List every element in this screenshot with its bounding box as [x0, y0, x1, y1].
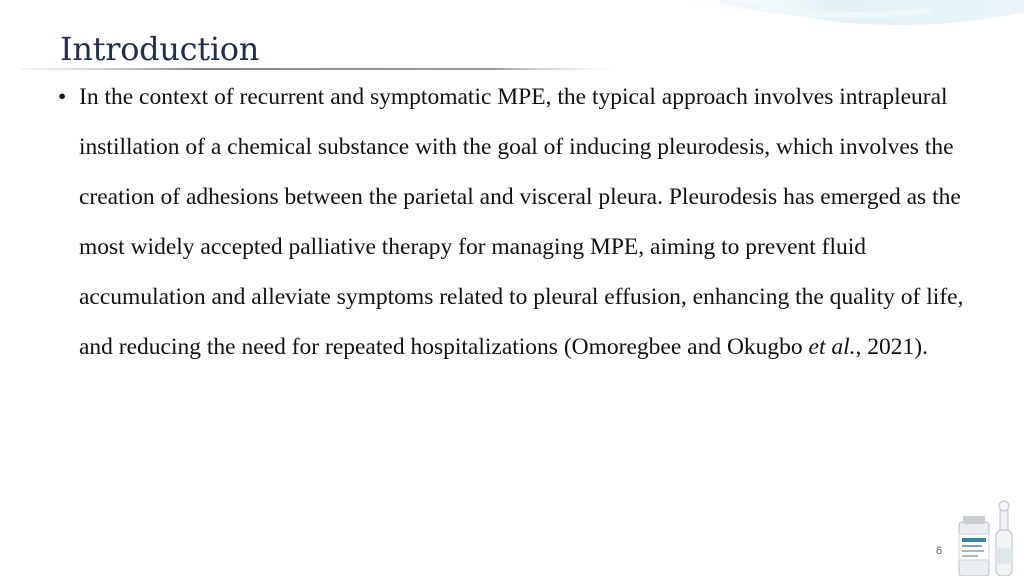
bullet-paragraph	[58, 72, 978, 372]
vial-photo-icon	[956, 500, 1018, 576]
bullet-text	[79, 72, 978, 372]
paragraph-text-part1: In the context of recurrent and symptomatic MPE, the typical approach involves intrapleural instillation of a chemical substance with the goal of inducing pleurodesis, which involves the creation of adhesions between the parietal and visceral pleura. Pleurodesis has emerged as the most widely accepted palliative therapy for managing MPE, aiming to prevent fluid accumulation and alleviate symptoms related to pleural effusion, enhancing the quality of life, and reducing the need for repeated hospitalizations (Omoregbee and Okugbo	[79, 84, 964, 360]
title-divider	[20, 68, 610, 70]
paragraph-text-part2: , 2021).	[855, 334, 928, 360]
slide-title: Introduction	[60, 30, 260, 68]
bullet-dot-icon: •	[58, 84, 67, 110]
decorative-wave	[660, 0, 1024, 40]
paragraph-text-italic: et al.	[808, 334, 856, 360]
slide-number: 6	[936, 545, 943, 557]
